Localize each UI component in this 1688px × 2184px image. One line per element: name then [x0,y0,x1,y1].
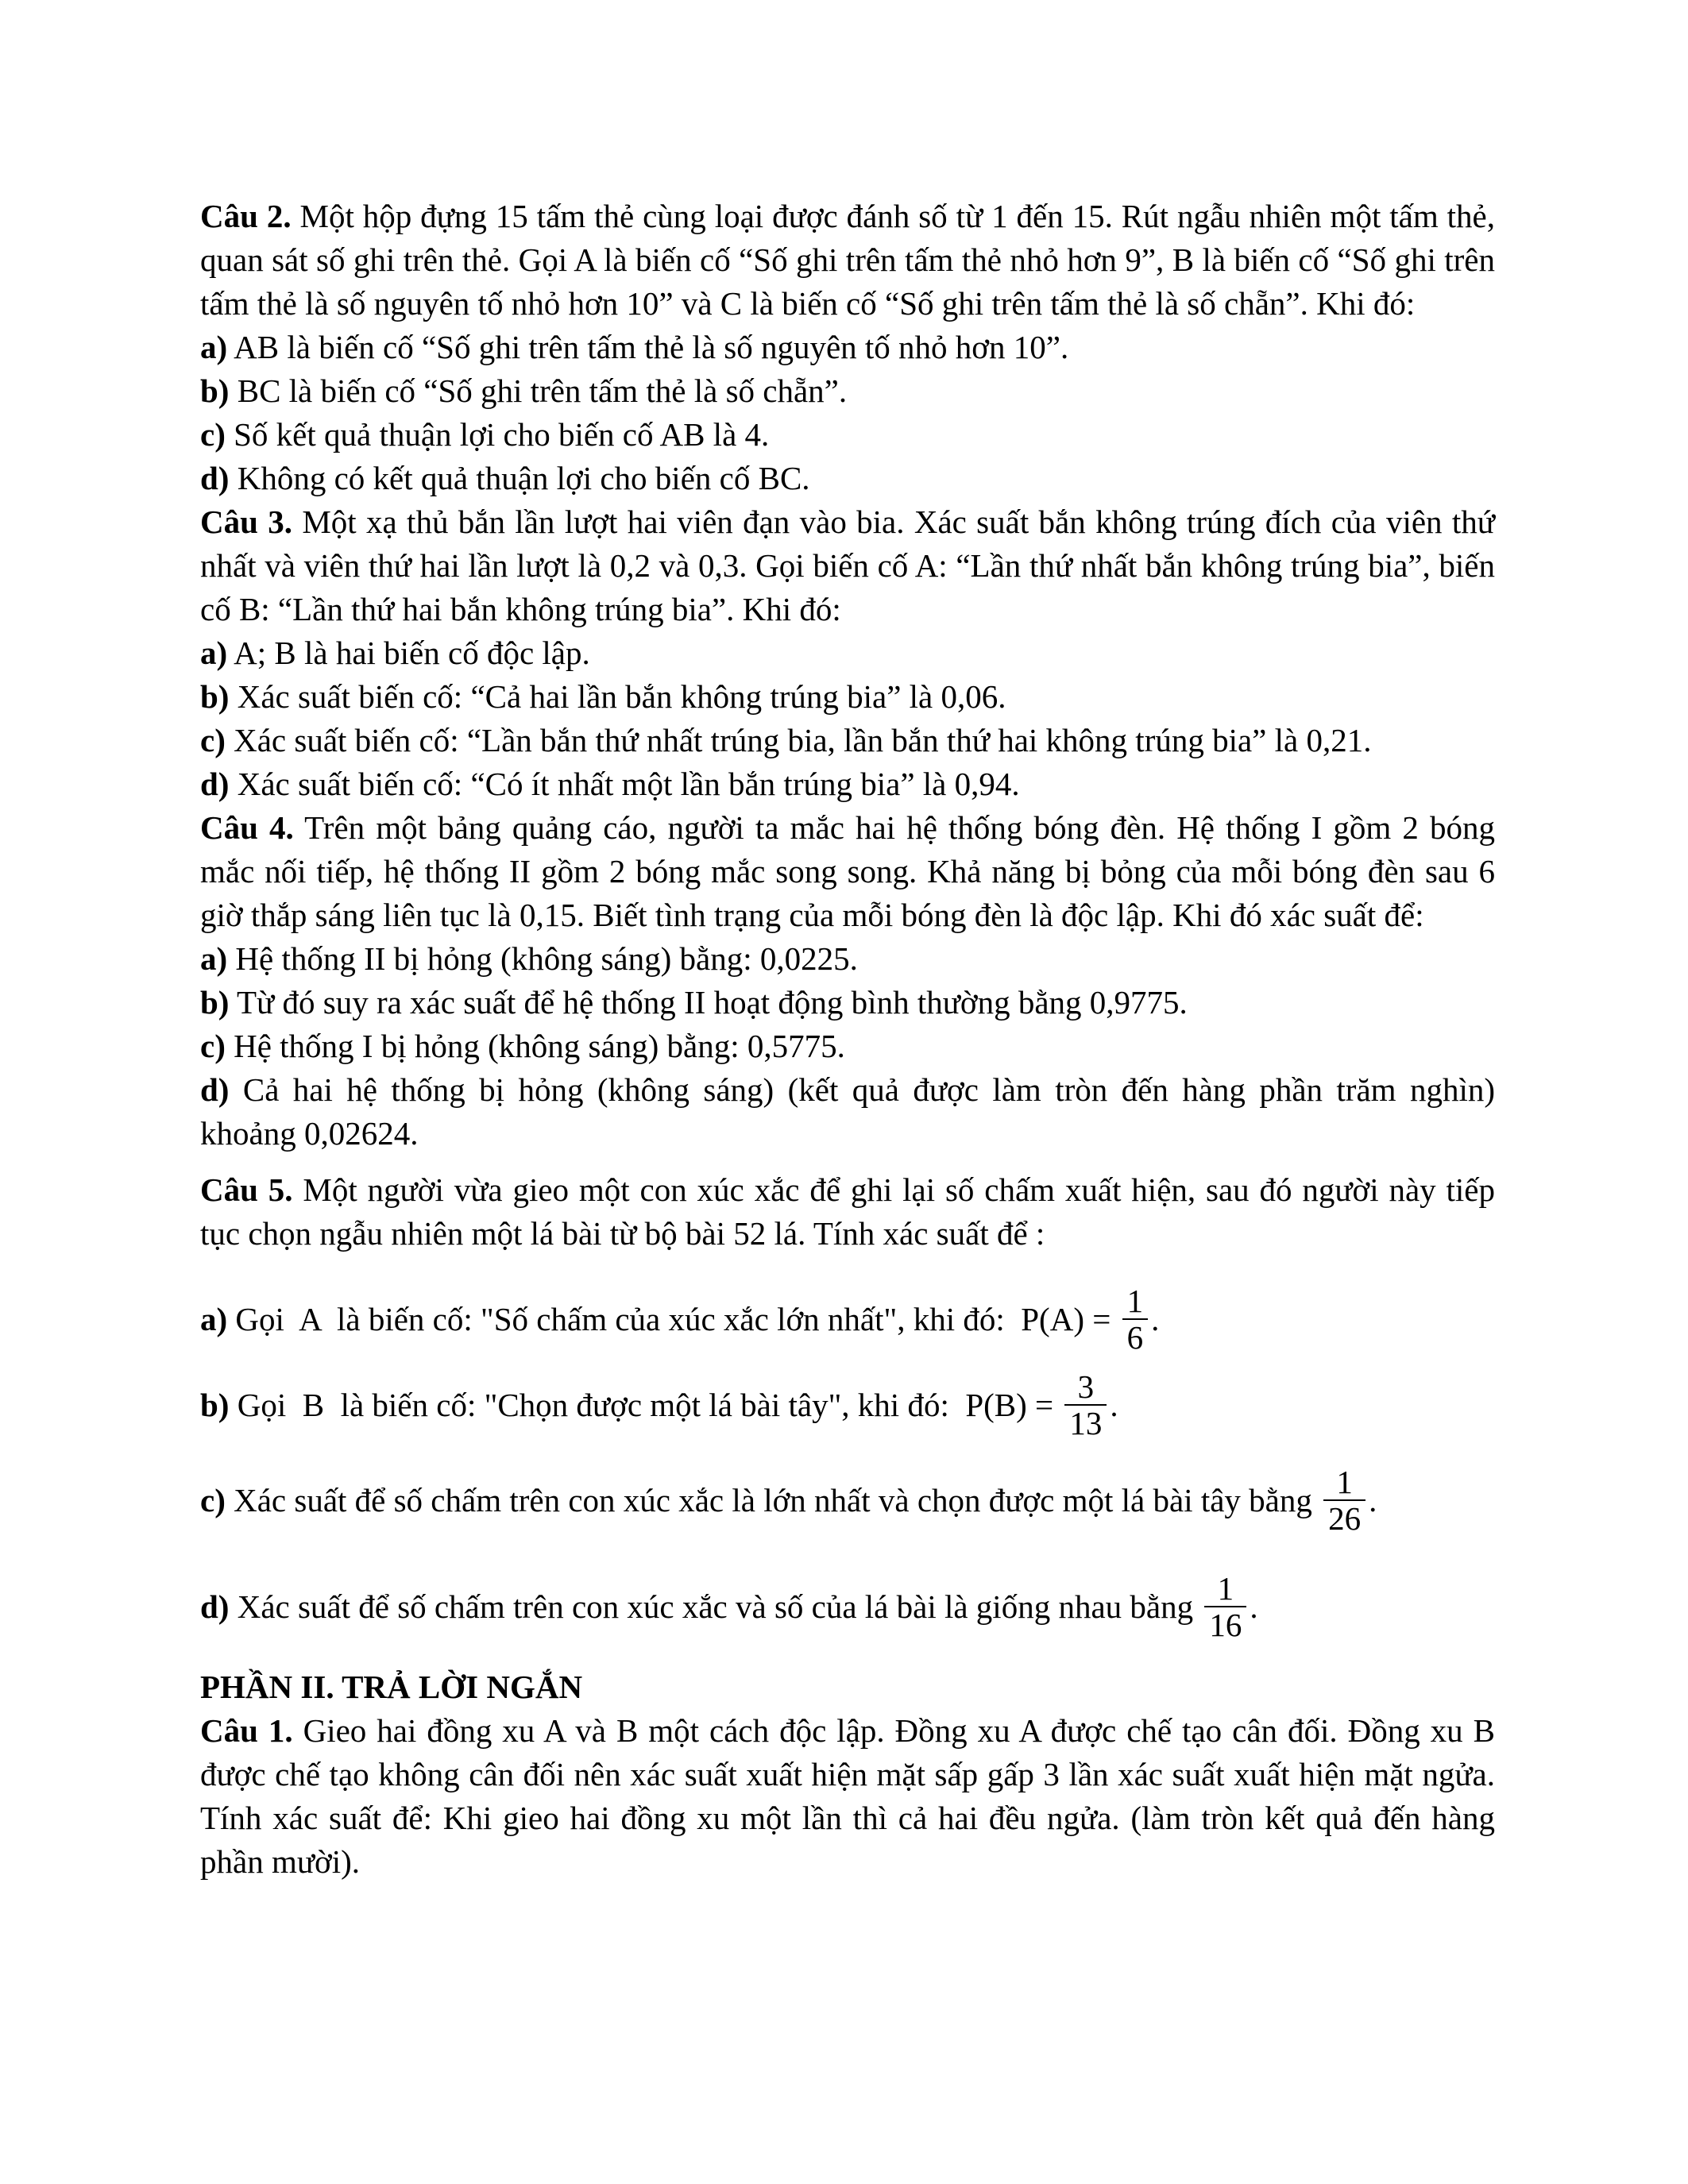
option-c: c) Xác suất để số chấm trên con xúc xắc là lớn nhất và chọn được một lá bài tây bằng $\frac{1}{26}$ . [200,1464,1377,1537]
question-5 [200,1168,1495,1256]
question-1 [200,1709,1495,1884]
option-b: b) Xác suất biến cố: “Cả hai lần bắn không trúng bia” là 0,06. [200,678,1006,715]
option-c: c) Xác suất biến cố: “Lần bắn thứ nhất trúng bia, lần bắn thứ hai không trúng bia” là 0,21. [200,722,1372,758]
option-a: a) Gọi A là biến cố: "Số chấm của xúc xắc lớn nhất", khi đó: P(A) = $\frac{1}{6}$ . [200,1283,1160,1356]
option-d: d) Xác suất biến cố: “Có ít nhất một lần bắn trúng bia” là 0,94. [200,766,1020,802]
option-d: d) Cả hai hệ thống bị hỏng (không sáng) (kết quả được làm tròn đến hàng phần trăm nghìn) khoảng 0,02624. [200,1071,1495,1152]
question-text: Một hộp đựng 15 tấm thẻ cùng loại được đánh số từ 1 đến 15. Rút ngẫu nhiên một tấm thẻ, quan sát số ghi trên thẻ. Gọi A là biến cố “Số ghi trên tấm thẻ nhỏ hơn 9”, B là biến cố “Số ghi trên tấm thẻ là số nguyên tố nhỏ hơn 10” và C là biến cố “Số ghi trên tấm thẻ là số chẵn”. Khi đó: [200,198,1495,322]
option-a: a) AB là biến cố “Số ghi trên tấm thẻ là số nguyên tố nhỏ hơn 10”. [200,329,1069,365]
question-label: Câu 5. [200,1171,293,1208]
option-d: d) Không có kết quả thuận lợi cho biến cố BC. [200,460,810,496]
option-c: c) Số kết quả thuận lợi cho biến cố AB là 4. [200,416,770,453]
document-content [200,195,1495,1884]
option-b: b) Gọi B là biến cố: "Chọn được một lá bài tây", khi đó: P(B) = $\frac{3}{13}$ . [200,1368,1118,1441]
question-label: Câu 3. [200,504,292,540]
question-4 [200,806,1495,937]
question-label: Câu 2. [200,198,292,234]
question-text: Trên một bảng quảng cáo, người ta mắc hai hệ thống bóng đèn. Hệ thống I gồm 2 bóng mắc nối tiếp, hệ thống II gồm 2 bóng mắc song song. Khả năng bị bỏng của mỗi bóng đèn sau 6 giờ thắp sáng liên tục là 0,15. Biết tình trạng của mỗi bóng đèn là độc lập. Khi đó xác suất để: [200,809,1495,933]
question-text: Gieo hai đồng xu A và B một cách độc lập. Đồng xu A được chế tạo cân đối. Đồng xu B được chế tạo không cân đối nên xác suất xuất hiện mặt sấp gấp 3 lần xác suất xuất hiện mặt ngửa. Tính xác suất để: Khi gieo hai đồng xu một lần thì cả hai đều ngửa. (làm tròn kết quả đến hàng phần mười). [200,1712,1495,1880]
option-b: b) Từ đó suy ra xác suất để hệ thống II hoạt động bình thường bằng 0,9775. [200,984,1188,1021]
question-label: Câu 1. [200,1712,293,1749]
option-a: a) Hệ thống II bị hỏng (không sáng) bằng: 0,0225. [200,940,858,977]
fraction: $\frac{3}{13}$ [1064,1369,1107,1441]
question-text: Một xạ thủ bắn lần lượt hai viên đạn vào bia. Xác suất bắn không trúng đích của viên thứ nhất và viên thứ hai lần lượt là 0,2 và 0,3. Gọi biến cố A: “Lần thứ nhất bắn không trúng bia”, biến cố B: “Lần thứ hai bắn không trúng bia”. Khi đó: [200,504,1495,627]
option-b: b) BC là biến cố “Số ghi trên tấm thẻ là số chẵn”. [200,372,848,409]
option-c: c) Hệ thống I bị hỏng (không sáng) bằng: 0,5775. [200,1028,845,1064]
question-label: Câu 4. [200,809,294,846]
fraction: $\frac{1}{26}$ [1323,1464,1365,1536]
section-heading: PHẦN II. TRẢ LỜI NGẮN [200,1669,583,1705]
fraction: $\frac{1}{6}$ [1122,1283,1149,1355]
question-3 [200,500,1495,631]
question-2 [200,195,1495,326]
option-d: d) Xác suất để số chấm trên con xúc xắc và số của lá bài là giống nhau bằng $\frac{1}{16}$ . [200,1570,1258,1643]
option-a: a) A; B là hai biến cố độc lập. [200,635,590,671]
question-text: Một người vừa gieo một con xúc xắc để ghi lại số chấm xuất hiện, sau đó người này tiếp tục chọn ngẫu nhiên một lá bài từ bộ bài 52 lá. Tính xác suất để : [200,1171,1495,1252]
fraction: $\frac{1}{16}$ [1204,1571,1246,1642]
